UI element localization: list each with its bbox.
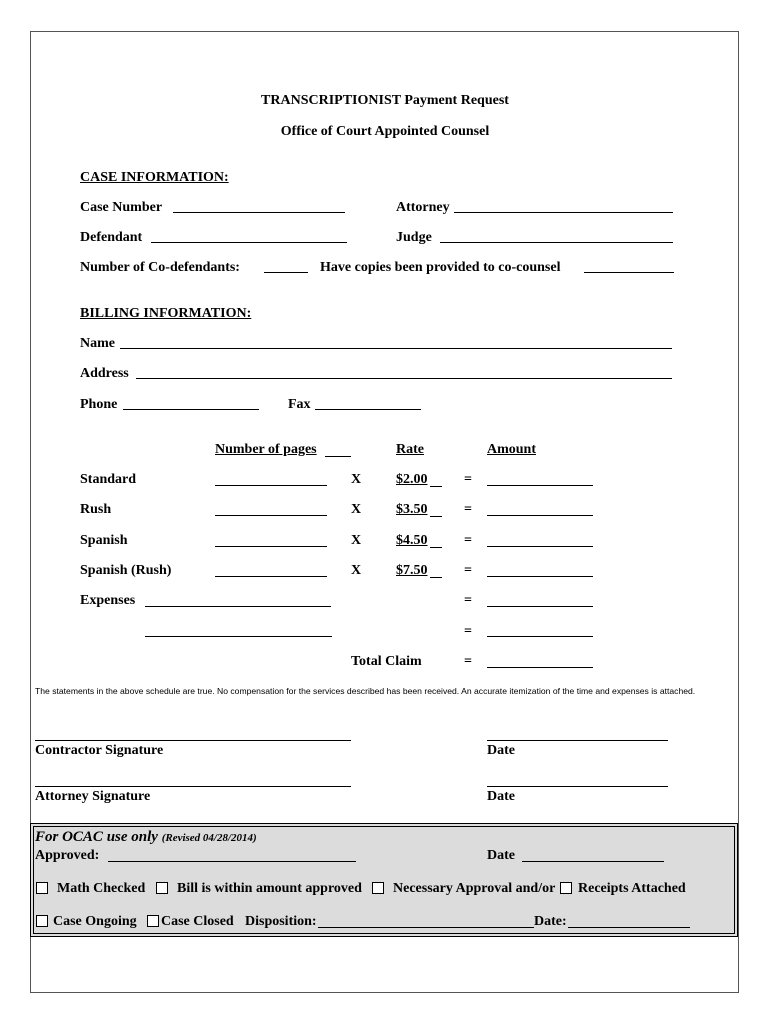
case-closed-label: Case Closed (161, 914, 234, 929)
attorney-date-label: Date (487, 789, 515, 804)
rate-spanish: $4.50 (396, 533, 428, 548)
rate-underline (430, 486, 442, 487)
approved-field[interactable] (108, 861, 356, 862)
copies-field[interactable] (584, 272, 674, 273)
copies-label: Have copies been provided to co-counsel (320, 260, 561, 275)
receipts-attached-label: Receipts Attached (578, 881, 686, 896)
rate-spanish-rush: $7.50 (396, 563, 428, 578)
rate-rush: $3.50 (396, 502, 428, 517)
case-closed-checkbox[interactable] (147, 915, 159, 927)
row-label-spanish: Spanish (80, 533, 128, 548)
multiply-sign: X (351, 563, 362, 578)
amount-field-expenses-2[interactable] (487, 636, 593, 637)
total-claim-label: Total Claim (351, 654, 422, 669)
row-label-standard: Standard (80, 472, 137, 487)
form-subtitle: Office of Court Appointed Counsel (280, 124, 490, 139)
multiply-sign: X (351, 533, 362, 548)
phone-field[interactable] (123, 409, 259, 410)
pages-header-underline (325, 456, 351, 457)
amount-field-rush[interactable] (487, 515, 593, 516)
total-claim-field[interactable] (487, 667, 593, 668)
attorney-field[interactable] (454, 212, 673, 213)
ocac-date-field[interactable] (522, 861, 664, 862)
amount-field-spanish[interactable] (487, 546, 593, 547)
certification-statement: The statements in the above schedule are true. No compensation for the services described has been received. An accurate itemization of the time and expenses is attached. (35, 686, 696, 696)
necessary-approval-label: Necessary Approval and/or (393, 881, 556, 896)
pages-field-spanish[interactable] (215, 546, 327, 547)
equals-sign: = (464, 654, 472, 669)
rate-underline (430, 577, 442, 578)
contractor-signature-label: Contractor Signature (35, 743, 164, 758)
name-label: Name (80, 336, 115, 351)
disposition-field[interactable] (318, 927, 534, 928)
equals-sign: = (464, 533, 472, 548)
equals-sign: = (464, 593, 472, 608)
codefendants-label: Number of Co-defendants: (80, 260, 240, 275)
multiply-sign: X (351, 472, 362, 487)
multiply-sign: X (351, 502, 362, 517)
defendant-field[interactable] (151, 242, 347, 243)
pages-field-standard[interactable] (215, 485, 327, 486)
ocac-date2-label: Date: (534, 914, 567, 929)
defendant-label: Defendant (80, 230, 143, 245)
math-checked-label: Math Checked (57, 881, 146, 896)
fax-field[interactable] (315, 409, 421, 410)
ocac-date2-field[interactable] (568, 927, 690, 928)
approved-label: Approved: (35, 848, 100, 863)
address-label: Address (80, 366, 129, 381)
equals-sign: = (464, 472, 472, 487)
equals-sign: = (464, 624, 472, 639)
ocac-title (35, 829, 257, 846)
case-ongoing-label: Case Ongoing (53, 914, 137, 929)
ocac-title-text: For OCAC use only (35, 829, 158, 845)
ocac-date-label: Date (487, 848, 515, 863)
necessary-approval-checkbox[interactable] (372, 882, 384, 894)
expenses-label: Expenses (80, 593, 136, 608)
judge-label: Judge (396, 230, 432, 245)
pages-field-rush[interactable] (215, 515, 327, 516)
attorney-signature-field[interactable] (35, 786, 351, 787)
attorney-date-field[interactable] (487, 786, 668, 787)
rate-underline (430, 516, 442, 517)
case-ongoing-checkbox[interactable] (36, 915, 48, 927)
phone-label: Phone (80, 397, 118, 412)
contractor-signature-field[interactable] (35, 740, 351, 741)
row-label-spanish-rush: Spanish (Rush) (80, 563, 172, 578)
address-field[interactable] (136, 378, 672, 379)
billing-info-heading: BILLING INFORMATION: (80, 306, 252, 321)
contractor-date-field[interactable] (487, 740, 668, 741)
equals-sign: = (464, 563, 472, 578)
fax-label: Fax (288, 397, 311, 412)
contractor-date-label: Date (487, 743, 515, 758)
case-number-label: Case Number (80, 200, 163, 215)
disposition-label: Disposition: (245, 914, 317, 929)
form-title: TRANSCRIPTIONIST Payment Request (261, 93, 509, 108)
receipts-attached-checkbox[interactable] (560, 882, 572, 894)
rate-standard: $2.00 (396, 472, 428, 487)
within-amount-label: Bill is within amount approved (177, 881, 362, 896)
ocac-revised-date: (Revised 04/28/2014) (161, 832, 257, 844)
amount-column-header: Amount (487, 442, 537, 457)
rate-underline (430, 547, 442, 548)
amount-field-standard[interactable] (487, 485, 593, 486)
row-label-rush: Rush (80, 502, 112, 517)
equals-sign: = (464, 502, 472, 517)
pages-column-header: Number of pages (215, 442, 317, 457)
within-amount-checkbox[interactable] (156, 882, 168, 894)
pages-field-spanish-rush[interactable] (215, 576, 327, 577)
name-field[interactable] (120, 348, 672, 349)
attorney-signature-label: Attorney Signature (35, 789, 151, 804)
codefendants-field[interactable] (264, 272, 308, 273)
math-checked-checkbox[interactable] (36, 882, 48, 894)
rate-column-header: Rate (396, 442, 424, 457)
amount-field-expenses[interactable] (487, 606, 593, 607)
case-info-heading: CASE INFORMATION: (80, 170, 229, 185)
case-number-field[interactable] (173, 212, 345, 213)
amount-field-spanish-rush[interactable] (487, 576, 593, 577)
judge-field[interactable] (440, 242, 673, 243)
attorney-label: Attorney (396, 200, 450, 215)
expenses-field-2[interactable] (145, 636, 332, 637)
expenses-field[interactable] (145, 606, 331, 607)
